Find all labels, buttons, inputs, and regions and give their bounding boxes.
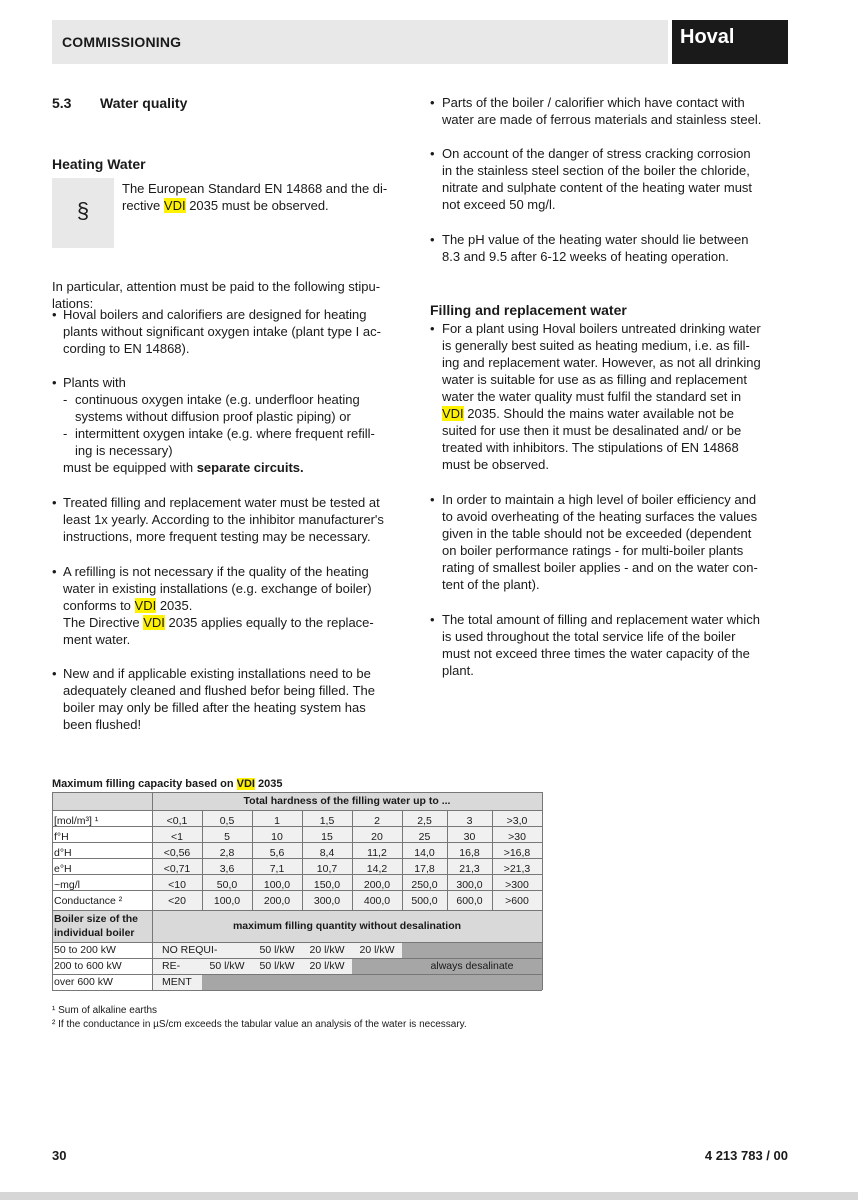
b4-line: [63, 597, 411, 614]
r5-line: tent of the plant).: [442, 577, 540, 592]
b1-line: Hoval boilers and calorifiers are designed for heating: [63, 307, 367, 322]
fill-quantity: 50 l/kW: [259, 960, 295, 972]
b2-end-text: must be equipped with: [63, 460, 197, 475]
bullet-dot: •: [52, 375, 57, 390]
b2-sub-line: intermittent oxygen intake (e.g. where frequent refill-: [75, 426, 375, 441]
b4-line: water in existing installations (e.g. exchange of boiler): [63, 581, 372, 596]
table-cell: 10,7: [316, 863, 338, 875]
footnote-1: ¹ Sum of alkaline earths: [52, 1005, 158, 1016]
caption-text: 2035: [254, 778, 283, 790]
unit-label: [mol/m³] ¹: [54, 815, 99, 827]
b4-text: The Directive: [63, 615, 144, 630]
r4-line: ing and replacement water. However, as not all drinking: [442, 355, 761, 370]
table-cell: <1: [171, 831, 183, 843]
b3-line: Treated filling and replacement water must be tested at: [63, 495, 380, 510]
bullet-1-text: [63, 306, 411, 357]
table-column-line: [542, 792, 543, 990]
table-cell: <0,1: [166, 815, 188, 827]
document-number: 4 213 783 / 00: [704, 1148, 788, 1163]
table-row-line: [52, 974, 542, 975]
bullet-2-sub-2: [75, 425, 411, 459]
caption-text: Maximum filling capacity based on: [52, 778, 237, 790]
table-column-line: [52, 792, 53, 990]
table-cell: >600: [505, 895, 529, 907]
table-cell: 5,6: [269, 847, 285, 859]
bullet-5-text: [63, 665, 411, 733]
r5-line: on boiler performance ratings - for multi-boiler plants: [442, 543, 744, 558]
r6-line: plant.: [442, 663, 474, 678]
table-cell: 300,0: [313, 895, 341, 907]
r5-line: given in the table should not be exceeded (dependent: [442, 526, 752, 541]
boiler-size: over 600 kW: [54, 976, 113, 988]
fill-quantity: 20 l/kW: [359, 944, 395, 956]
table-row-line: [52, 810, 542, 811]
unit-label: ~mg/l: [54, 879, 80, 891]
fill-quantity: 20 l/kW: [309, 960, 345, 972]
page-header-title: COMMISSIONING: [62, 34, 182, 50]
r6-line: The total amount of filling and replacement water which: [442, 612, 760, 627]
b4-text: 2035.: [156, 598, 193, 613]
table-cell: 5: [224, 831, 230, 843]
b5-line: adequately cleaned and flushed befor being filled. The: [63, 683, 375, 698]
table-row-line: [52, 792, 542, 793]
r4-text: 2035. Should the mains water available not be: [463, 406, 734, 421]
vdi-highlight: VDI: [442, 406, 464, 421]
table-cell: 21,3: [459, 863, 480, 875]
b2-sub-line: continuous oxygen intake (e.g. underfloor heating: [75, 392, 360, 407]
r4-line: treated with inhibitors. The stipulations of EN 14868: [442, 440, 739, 455]
table-cell: 20: [371, 831, 383, 843]
table-cell: >3,0: [506, 815, 528, 827]
bullet-dot: •: [430, 232, 435, 247]
standard-text-b: 2035 must be observed.: [185, 198, 329, 213]
b1-line: cording to EN 14868).: [63, 341, 190, 356]
b2-sub-line: ing is necessary): [75, 443, 173, 458]
table-cell: 30: [463, 831, 476, 843]
table-cell: >300: [505, 879, 529, 891]
unit-label: d°H: [54, 847, 72, 859]
vdi-highlight: VDI: [134, 598, 157, 613]
footnote-2: ² If the conductance in µS/cm exceeds the tabular value an analysis of the water is necessary.: [52, 1019, 467, 1030]
table-cell: 14,0: [414, 847, 435, 859]
table-cell: 2,5: [417, 815, 432, 827]
b1-line: plants without significant oxygen intake (plant type I ac-: [63, 324, 381, 339]
table-cell: 300,0: [456, 879, 483, 891]
separate-circuits-bold: separate circuits.: [196, 460, 304, 475]
r5-line: to avoid overheating of the heating surfaces the values: [442, 509, 758, 524]
unit-label: e°H: [54, 863, 72, 875]
no-requirement: RE-: [162, 960, 181, 972]
hoval-logo: [672, 20, 788, 64]
b2-line: Plants with: [63, 375, 126, 390]
bullet-dot: •: [430, 95, 435, 110]
b4-text: conforms to: [63, 598, 135, 613]
dash-marker: -: [63, 426, 68, 441]
boiler-size-header: Boiler size of the: [54, 913, 139, 925]
intro-line-1: In particular, attention must be paid to the following stipu-: [52, 279, 381, 294]
standard-note: [122, 180, 412, 214]
bullet-dot: •: [52, 495, 57, 510]
boiler-size: 200 to 600 kW: [54, 960, 122, 972]
vdi-highlight: VDI: [143, 615, 165, 630]
section-number: 5.3: [52, 95, 72, 111]
bullet-2-text: [63, 374, 411, 391]
table-cell: 3: [466, 815, 473, 827]
table-cell: 500,0: [411, 895, 438, 907]
table-cell: 0,5: [219, 815, 235, 827]
unit-label: Conductance ²: [54, 895, 123, 907]
b2-end-line: [63, 459, 411, 476]
bullet-2-sub-1: [75, 391, 411, 425]
table-cell: 25: [418, 831, 431, 843]
bullet-dot: •: [52, 564, 57, 579]
r2-line: On account of the danger of stress cracking corrosion: [442, 146, 751, 161]
fill-quantity: 50 l/kW: [209, 960, 245, 972]
hardness-header: Total hardness of the filling water up to ...: [243, 795, 451, 807]
table-cell: 1: [274, 815, 280, 827]
no-requirement: NO REQUI-: [162, 944, 218, 956]
r2-line: not exceed 50 mg/l.: [442, 197, 556, 212]
r6-line: must not exceed three times the water capacity of the: [442, 646, 750, 661]
r1-line: water are made of ferrous materials and stainless steel.: [442, 112, 762, 127]
r5-line: In order to maintain a high level of boiler efficiency and: [442, 492, 757, 507]
bullet-dot: •: [430, 612, 435, 627]
table-caption: [52, 778, 282, 790]
table-cell: 50,0: [216, 879, 238, 891]
b4-line: ment water.: [63, 632, 131, 647]
r6-line: is used throughout the total service life of the boiler: [442, 629, 736, 644]
table-cell: 11,2: [367, 847, 387, 859]
bullet-dot: •: [52, 666, 57, 681]
r4-line: For a plant using Hoval boilers untreated drinking water: [442, 321, 761, 336]
boiler-size-header: individual boiler: [54, 927, 135, 939]
r5-line: rating of smallest boiler applies - and on the water con-: [442, 560, 758, 575]
standard-line-1: The European Standard EN 14868 and the di-: [122, 181, 388, 196]
bullet-dot: •: [430, 146, 435, 161]
vdi-highlight: VDI: [163, 198, 186, 213]
table-cell: 400,0: [363, 895, 391, 907]
table-cell: 200,0: [263, 895, 291, 907]
right-bullet-6: [442, 611, 788, 679]
table-cell: 2: [374, 815, 380, 827]
b3-line: least 1x yearly. According to the inhibitor manufacturer's: [63, 512, 384, 527]
table-cell: 100,0: [263, 879, 291, 891]
max-fill-header: maximum filling quantity without desalination: [232, 920, 462, 932]
right-bullet-1: [442, 94, 788, 128]
bullet-3-text: [63, 494, 411, 545]
bullet-2-end: [63, 459, 411, 476]
r2-line: in the stainless steel section of the boiler the chloride,: [442, 163, 750, 178]
right-bullet-4: [442, 320, 788, 473]
standard-text-a: rective: [122, 198, 164, 213]
bullet-dot: •: [52, 307, 57, 322]
table-cell: >30: [508, 831, 526, 843]
table-cell: 7,1: [269, 863, 285, 875]
b2-sub-line: systems without diffusion proof plastic piping) or: [75, 409, 351, 424]
unit-label: f°H: [54, 831, 69, 843]
r3-line: 8.3 and 9.5 after 6-12 weeks of heating operation.: [442, 249, 729, 264]
b3-line: instructions, more frequent testing may be necessary.: [63, 529, 371, 544]
table-cell: <0,56: [163, 847, 191, 859]
table-cell: 15: [321, 831, 333, 843]
dash-marker: -: [63, 392, 68, 407]
filling-capacity-table: [52, 792, 542, 990]
table-cell: 600,0: [456, 895, 483, 907]
bullet-4-text: [63, 563, 411, 648]
table-cell: <0,71: [163, 863, 191, 875]
table-cell: 100,0: [213, 895, 241, 907]
b5-line: been flushed!: [63, 717, 142, 732]
r4-line: suited for use then it must be desalinated and/ or be: [442, 423, 742, 438]
table-cell: 250,0: [411, 879, 438, 891]
boiler-size: 50 to 200 kW: [54, 944, 116, 956]
no-requirement: MENT: [162, 976, 192, 988]
r3-line: The pH value of the heating water should lie between: [442, 232, 749, 247]
bullet-dot: •: [430, 321, 435, 336]
table-cell: >16,8: [503, 847, 531, 859]
filling-water-heading: Filling and replacement water: [430, 302, 627, 318]
r4-line: water the water quality must fulfil the standard set in: [442, 389, 742, 404]
right-bullet-5: [442, 491, 788, 593]
standard-line-2: [122, 197, 412, 214]
b5-line: boiler may only be filled after the heating system has: [63, 700, 366, 715]
always-desalinate: always desalinate: [430, 960, 514, 972]
table-cell: 14,2: [366, 863, 388, 875]
table-cell: 1,5: [319, 815, 335, 827]
r4-line: water is suitable for use as as filling and replacement: [442, 372, 747, 387]
right-bullet-3: [442, 231, 788, 265]
r1-line: Parts of the boiler / calorifier which have contact with: [442, 95, 745, 110]
table-cell: 200,0: [363, 879, 391, 891]
r4-line: is generally best suited as heating medium, i.e. as fill-: [442, 338, 750, 353]
paragraph-symbol-box: [52, 178, 114, 248]
table-row-line: [52, 990, 542, 991]
page-number: 30: [52, 1148, 67, 1163]
table-cell: 2,8: [219, 847, 235, 859]
b5-line: New and if applicable existing installations need to be: [63, 666, 371, 681]
page-bottom-edge: [0, 1192, 858, 1200]
table-cell: 150,0: [313, 879, 341, 891]
table-cell: 16,8: [459, 847, 480, 859]
table-cell: 10: [271, 831, 283, 843]
table-cell: 17,8: [414, 863, 435, 875]
table-cell: <20: [168, 895, 186, 907]
desalinate-zone: [202, 974, 352, 990]
table-cell: 8,4: [319, 847, 335, 859]
fill-quantity: 50 l/kW: [259, 944, 295, 956]
paragraph-icon: §: [76, 198, 90, 223]
bullet-dot: •: [430, 492, 435, 507]
intro-line-2: lations:: [52, 296, 94, 311]
right-bullet-2: [442, 145, 788, 213]
r4-line: [442, 405, 788, 422]
fill-quantity: 20 l/kW: [309, 944, 345, 956]
table-cell: 3,6: [219, 863, 235, 875]
section-title: Water quality: [100, 95, 188, 111]
logo-text: Hoval: [680, 26, 735, 48]
r2-line: nitrate and sulphate content of the heating water must: [442, 180, 753, 195]
b4-line: [63, 614, 411, 631]
table-cell: <10: [168, 879, 186, 891]
b4-text: 2035 applies equally to the replace-: [164, 615, 374, 630]
r4-line: must be observed.: [442, 457, 549, 472]
table-cell: >21,3: [503, 863, 531, 875]
heating-water-heading: Heating Water: [52, 156, 146, 172]
vdi-highlight: VDI: [236, 778, 255, 790]
b4-line: A refilling is not necessary if the quality of the heating: [63, 564, 369, 579]
table-row-line: [52, 910, 542, 911]
